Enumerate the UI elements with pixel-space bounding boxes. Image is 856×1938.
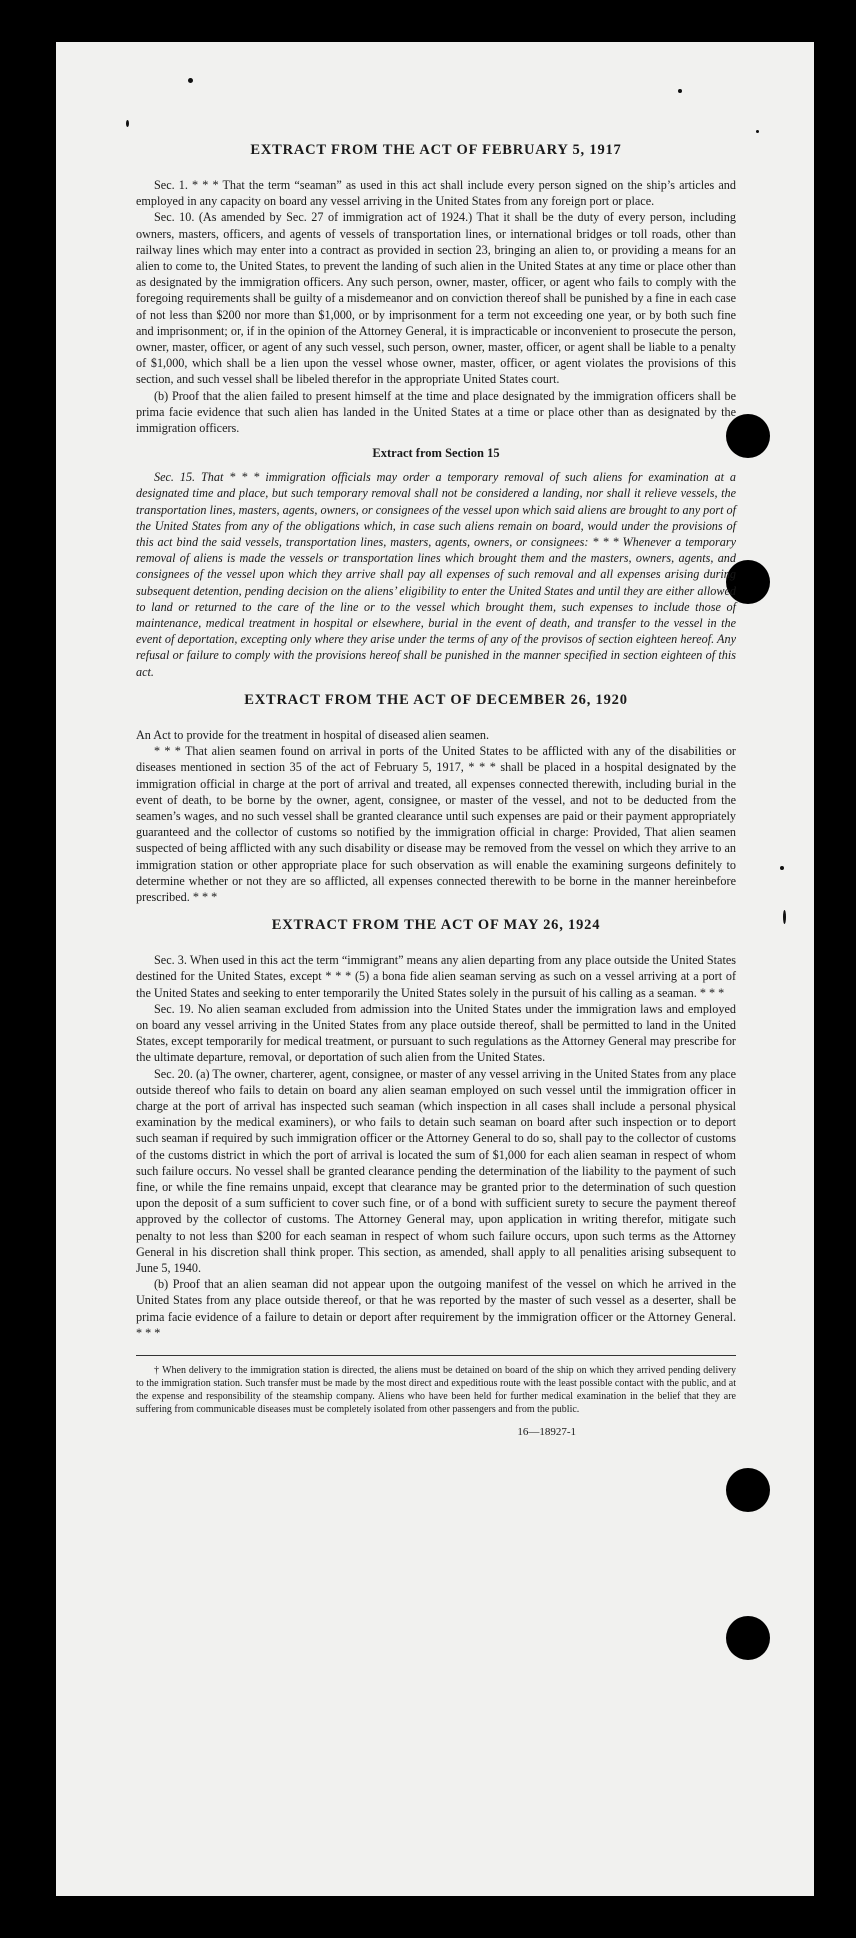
speck [783, 910, 786, 924]
paragraph: Sec. 15. That * * * immigration officials may order a temporary removal of such aliens for examination at a designated time and place, but such temporary removal shall not be considered a landing, nor shall it relieve vessels, the transportation lines, masters, agents, owners, or consignees of the vessel upon which said aliens are brought to any port of the United States from any of the obligations which, in case such aliens remain on board, would under the provisions of this act bind the said vessels, transportation lines, masters, agents, owners, or consignees: * * * Whenever a temporary removal of aliens is made the vessels or transportation lines which brought them and the masters, owners, agents, and consignees of the vessel upon which they arrive shall pay all expenses of such removal and all expenses arising during subsequent detention, pending decision on the aliens’ eligibility to enter the United States and until they are either allowed to land or returned to the care of the line or to the vessel which brought them, such expenses to include those of maintenance, medical treatment in hospital or elsewhere, burial in the event of death, and transfer to the vessel in the event of deportation, excepting only where they arise under the terms of any of the provisos of section eighteen hereof. Any refusal or failure to comply with the provisions hereof shall be punished in the manner specified in section eighteen of this act. [136, 470, 736, 679]
speck [126, 120, 129, 127]
print-code: 16—18927-1 [517, 1426, 576, 1438]
punch-hole [726, 1468, 770, 1512]
speck [780, 866, 784, 870]
footnote-text: † When delivery to the immigration station is directed, the aliens must be detained on board of the ship on which they arrived pending delivery to the immigration station. Such transfer must be made by the most direct and expeditious route with the least possible contact with the public, and at the expense and responsibility of the steamship company. Aliens who have been held for further medical examination in the belief that they are suffering from communicable diseases must be completely isolated from other passengers and from the public. [136, 1365, 736, 1415]
paragraph: Sec. 1. * * * That the term “seaman” as used in this act shall include every person signed on the ship’s articles and employed in any capacity on board any vessel arriving in the United States from any foreign port or place. [136, 178, 736, 209]
section-heading: EXTRACT FROM THE ACT OF DECEMBER 26, 1920 [244, 691, 628, 708]
document-body [136, 142, 736, 1438]
paragraph: Sec. 10. (As amended by Sec. 27 of immigration act of 1924.) That it shall be the duty of every person, including owners, masters, officers, and agents of vessels of transportation lines, or international bridges or toll roads, other than railway lines which may enter into a contract as provided in section 23, bringing an alien to, or providing a means for an alien to come to, the United States, to prevent the landing of such alien in the United States at any time or place other than as designated by the immigration officers. Any such person, owner, master, officer, or agent who fails to comply with the foregoing requirements shall be guilty of a misdemeanor and on conviction thereof shall be punished by a fine in each case of not less than $200 nor more than $1,000, or by imprisonment for a term not exceeding one year, or by both such fine and imprisonment; or, if in the opinion of the Attorney General, it is impracticable or inconvenient to prosecute the person, owner, master, officer, or agent of any such vessel, such person, owner, master, officer, or agent shall be liable to a penalty of $1,000, which shall be a lien upon the vessel whose owner, master, officer, or agent violates the provisions of this section, and such vessel shall be libeled therefor in the appropriate United States court. [136, 210, 736, 387]
punch-hole [726, 1616, 770, 1660]
paragraph: Sec. 19. No alien seaman excluded from admission into the United States under the immigration laws and employed on board any vessel arriving in the United States from any place outside thereof, shall be permitted to land in the United States, except temporarily for medical treatment, or pursuant to such regulations as the Attorney General may prescribe for the ultimate departure, removal, or deportation of such alien from the United States. [136, 1001, 736, 1065]
speck [756, 130, 759, 133]
paragraph: (b) Proof that the alien failed to present himself at the time and place designated by the immigration officers shall be prima facie evidence that such alien has landed in the United States at a time or place other than as designated by the immigration officers. [136, 388, 736, 436]
paragraph: Sec. 3. When used in this act the term “immigrant” means any alien departing from any place outside the United States destined for the United States, except * * * (5) a bona fide alien seaman serving as such on a vessel arriving at a port of the United States and seeking to enter temporarily the United States solely in the pursuit of his calling as a seaman. * * * [136, 953, 736, 1000]
footnote [136, 1355, 736, 1416]
document-page [56, 42, 814, 1896]
speck [678, 89, 682, 93]
paragraph: * * * That alien seamen found on arrival in ports of the United States to be afflicted with any of the disabilities or diseases mentioned in section 35 of the act of February 5, 1917, * * * shall be placed in a hospital designated by the immigration official in charge at the port of arrival and treated, all expenses connected therewith, including burial in the event of death, to be borne by the owner, agent, consignee, or master of the vessel, and not to be deducted from the seamen’s wages, and no such vessel shall be granted clearance until such expenses are paid or their payment appropriately guaranteed and the collector of customs so notified by the immigration official in charge: Provided, That alien seamen suspected of being afflicted with any such disability or disease may be removed from the vessel on which they arrive to an immigration station or other appropriate place for such observation as will enable the examining surgeons definitely to determine whether or not they are so afflicted, all expenses connected therewith to be borne in the manner hereinbefore prescribed. * * * [136, 744, 736, 904]
paragraph: Sec. 20. (a) The owner, charterer, agent, consignee, or master of any vessel arriving in the United States from any place outside thereof who fails to detain on board any alien seaman employed on such vessel until the immigration officer in charge at the port of arrival has inspected such seaman (which inspection in all cases shall include a personal physical examination by the medical examiners), or who fails to detain such seaman on board after such inspection or to deport such seaman if required by such immigration officer or the Attorney General to do so, shall pay to the collector of customs of the customs district in which the port of arrival is located the sum of $1,000 for each alien seaman in respect of whom such failure occurs. No vessel shall be granted clearance pending the determination of the liability to the payment of such fine, or while the fine remains unpaid, except that clearance may be granted prior to the determination of such question upon the deposit of a sum sufficient to cover such fine, or of a bond with sufficient surety to secure the payment thereof approved by the collector of customs. The Attorney General may, upon application in writing therefor, mitigate such penalty to not less than $200 for each seaman in respect of whom such failure occurs, upon such terms as the Attorney General in his discretion shall think proper. This section, as amended, shall apply to all penalities arising subsequent to June 5, 1940. [136, 1066, 736, 1275]
paragraph: (b) Proof that an alien seaman did not appear upon the outgoing manifest of the vessel on which he arrived in the United States from any place outside thereof, or that he was reported by the master of such vessel as a deserter, shall be prima facie evidence of a failure to detain or deport after requirement by the immigration officer or the Attorney General. * * * [136, 1277, 736, 1340]
section-heading: EXTRACT FROM THE ACT OF FEBRUARY 5, 1917 [250, 142, 622, 158]
section-subheading: Extract from Section 15 [372, 446, 500, 461]
speck [188, 78, 193, 83]
section-heading: EXTRACT FROM THE ACT OF MAY 26, 1924 [271, 917, 601, 934]
paragraph: An Act to provide for the treatment in hospital of diseased alien seamen. [136, 727, 489, 742]
